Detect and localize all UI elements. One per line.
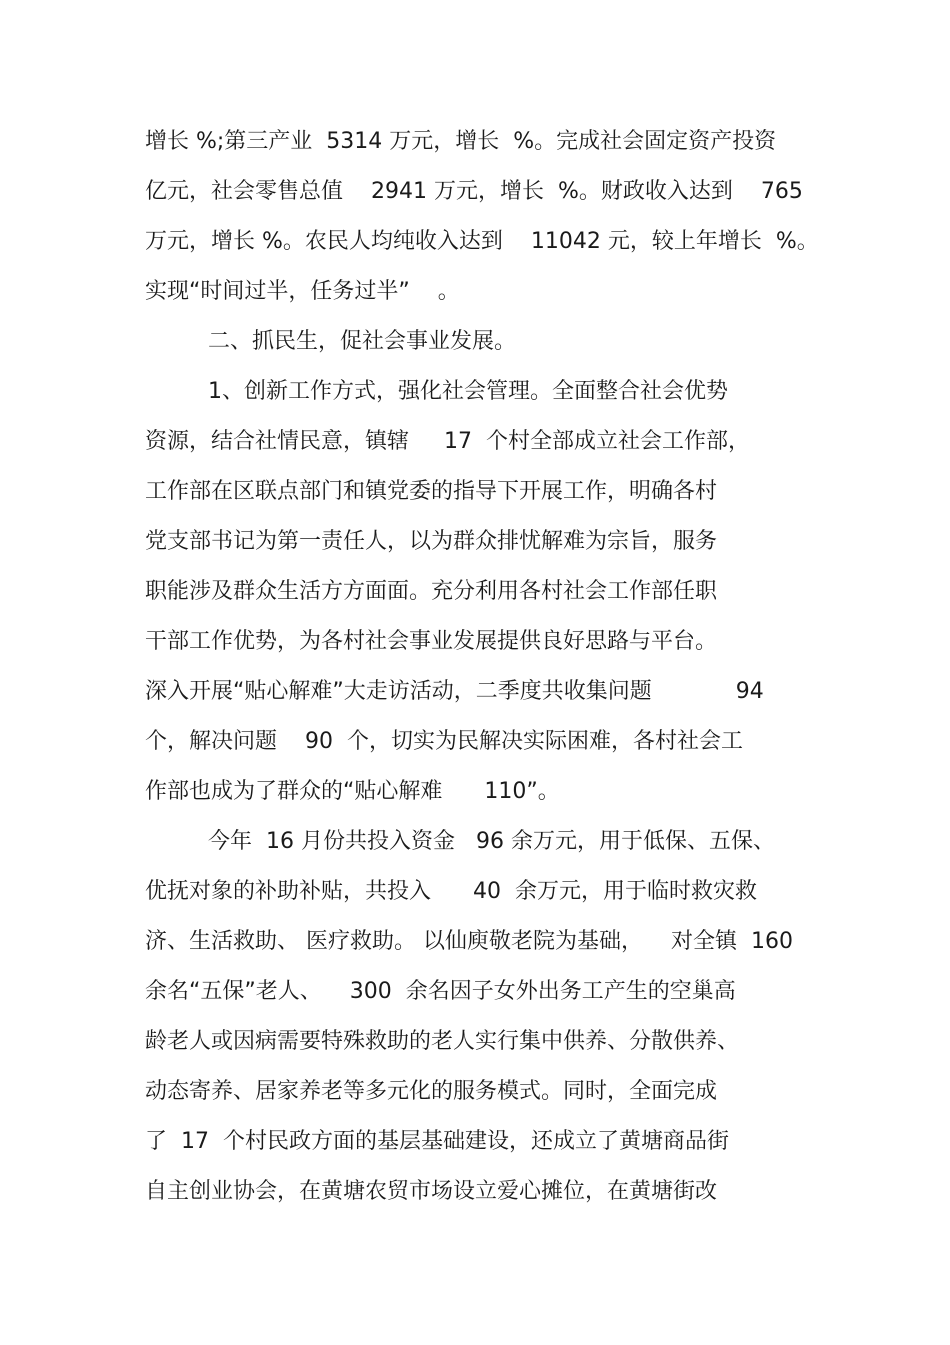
text-line-10: 职能涉及群众生活方方面面。充分利用各村社会工作部任职 — [145, 579, 718, 604]
text-line-2: 亿元，社会零售总值 2941 万元，增长 %。财政收入达到 765 — [145, 179, 803, 204]
text-line-1: 增长 %;第三产业 5314 万元，增长 %。完成社会固定资产投资 — [145, 129, 777, 154]
text-line-15: 今年 16 月份共投入资金 96 余万元，用于低保、五保、 — [208, 829, 775, 854]
text-line-17: 济、生活救助、 医疗救助。 以仙庾敬老院为基础， 对全镇 160 — [145, 929, 793, 954]
text-line-4: 实现“时间过半，任务过半” 。 — [145, 279, 460, 304]
text-line-3: 万元，增长 %。农民人均纯收入达到 11042 元，较上年增长 %。 — [145, 229, 819, 254]
text-line-18: 余名“五保”老人、 300 余名因子女外出务工产生的空巢高 — [145, 979, 736, 1004]
text-line-6: 1、创新工作方式，强化社会管理。全面整合社会优势 — [208, 379, 728, 404]
text-line-9: 党支部书记为第一责任人，以为群众排忧解难为宗旨，服务 — [145, 529, 718, 554]
text-line-22: 自主创业协会，在黄塘农贸市场设立爱心摊位，在黄塘街改 — [145, 1179, 718, 1204]
text-line-14: 作部也成为了群众的“贴心解难 110”。 — [145, 779, 560, 804]
text-line-8: 工作部在区联点部门和镇党委的指导下开展工作，明确各村 — [145, 479, 718, 504]
section-heading: 二、抓民生，促社会事业发展。 — [208, 329, 517, 354]
text-line-16: 优抚对象的补助补贴，共投入 40 余万元，用于临时救灾救 — [145, 879, 757, 904]
text-line-13: 个，解决问题 90 个，切实为民解决实际困难，各村社会工 — [145, 729, 743, 754]
text-line-12: 深入开展“贴心解难”大走访活动，二季度共收集问题 94 — [145, 679, 764, 704]
text-line-20: 动态寄养、居家养老等多元化的服务模式。同时，全面完成 — [145, 1079, 718, 1104]
text-line-7: 资源，结合社情民意，镇辖 17 个村全部成立社会工作部， — [145, 429, 750, 454]
text-line-19: 龄老人或因病需要特殊救助的老人实行集中供养、分散供养、 — [145, 1029, 740, 1054]
text-line-11: 干部工作优势，为各村社会事业发展提供良好思路与平台。 — [145, 629, 718, 654]
text-line-21: 了 17 个村民政方面的基层基础建设，还成立了黄塘商品街 — [145, 1129, 729, 1154]
